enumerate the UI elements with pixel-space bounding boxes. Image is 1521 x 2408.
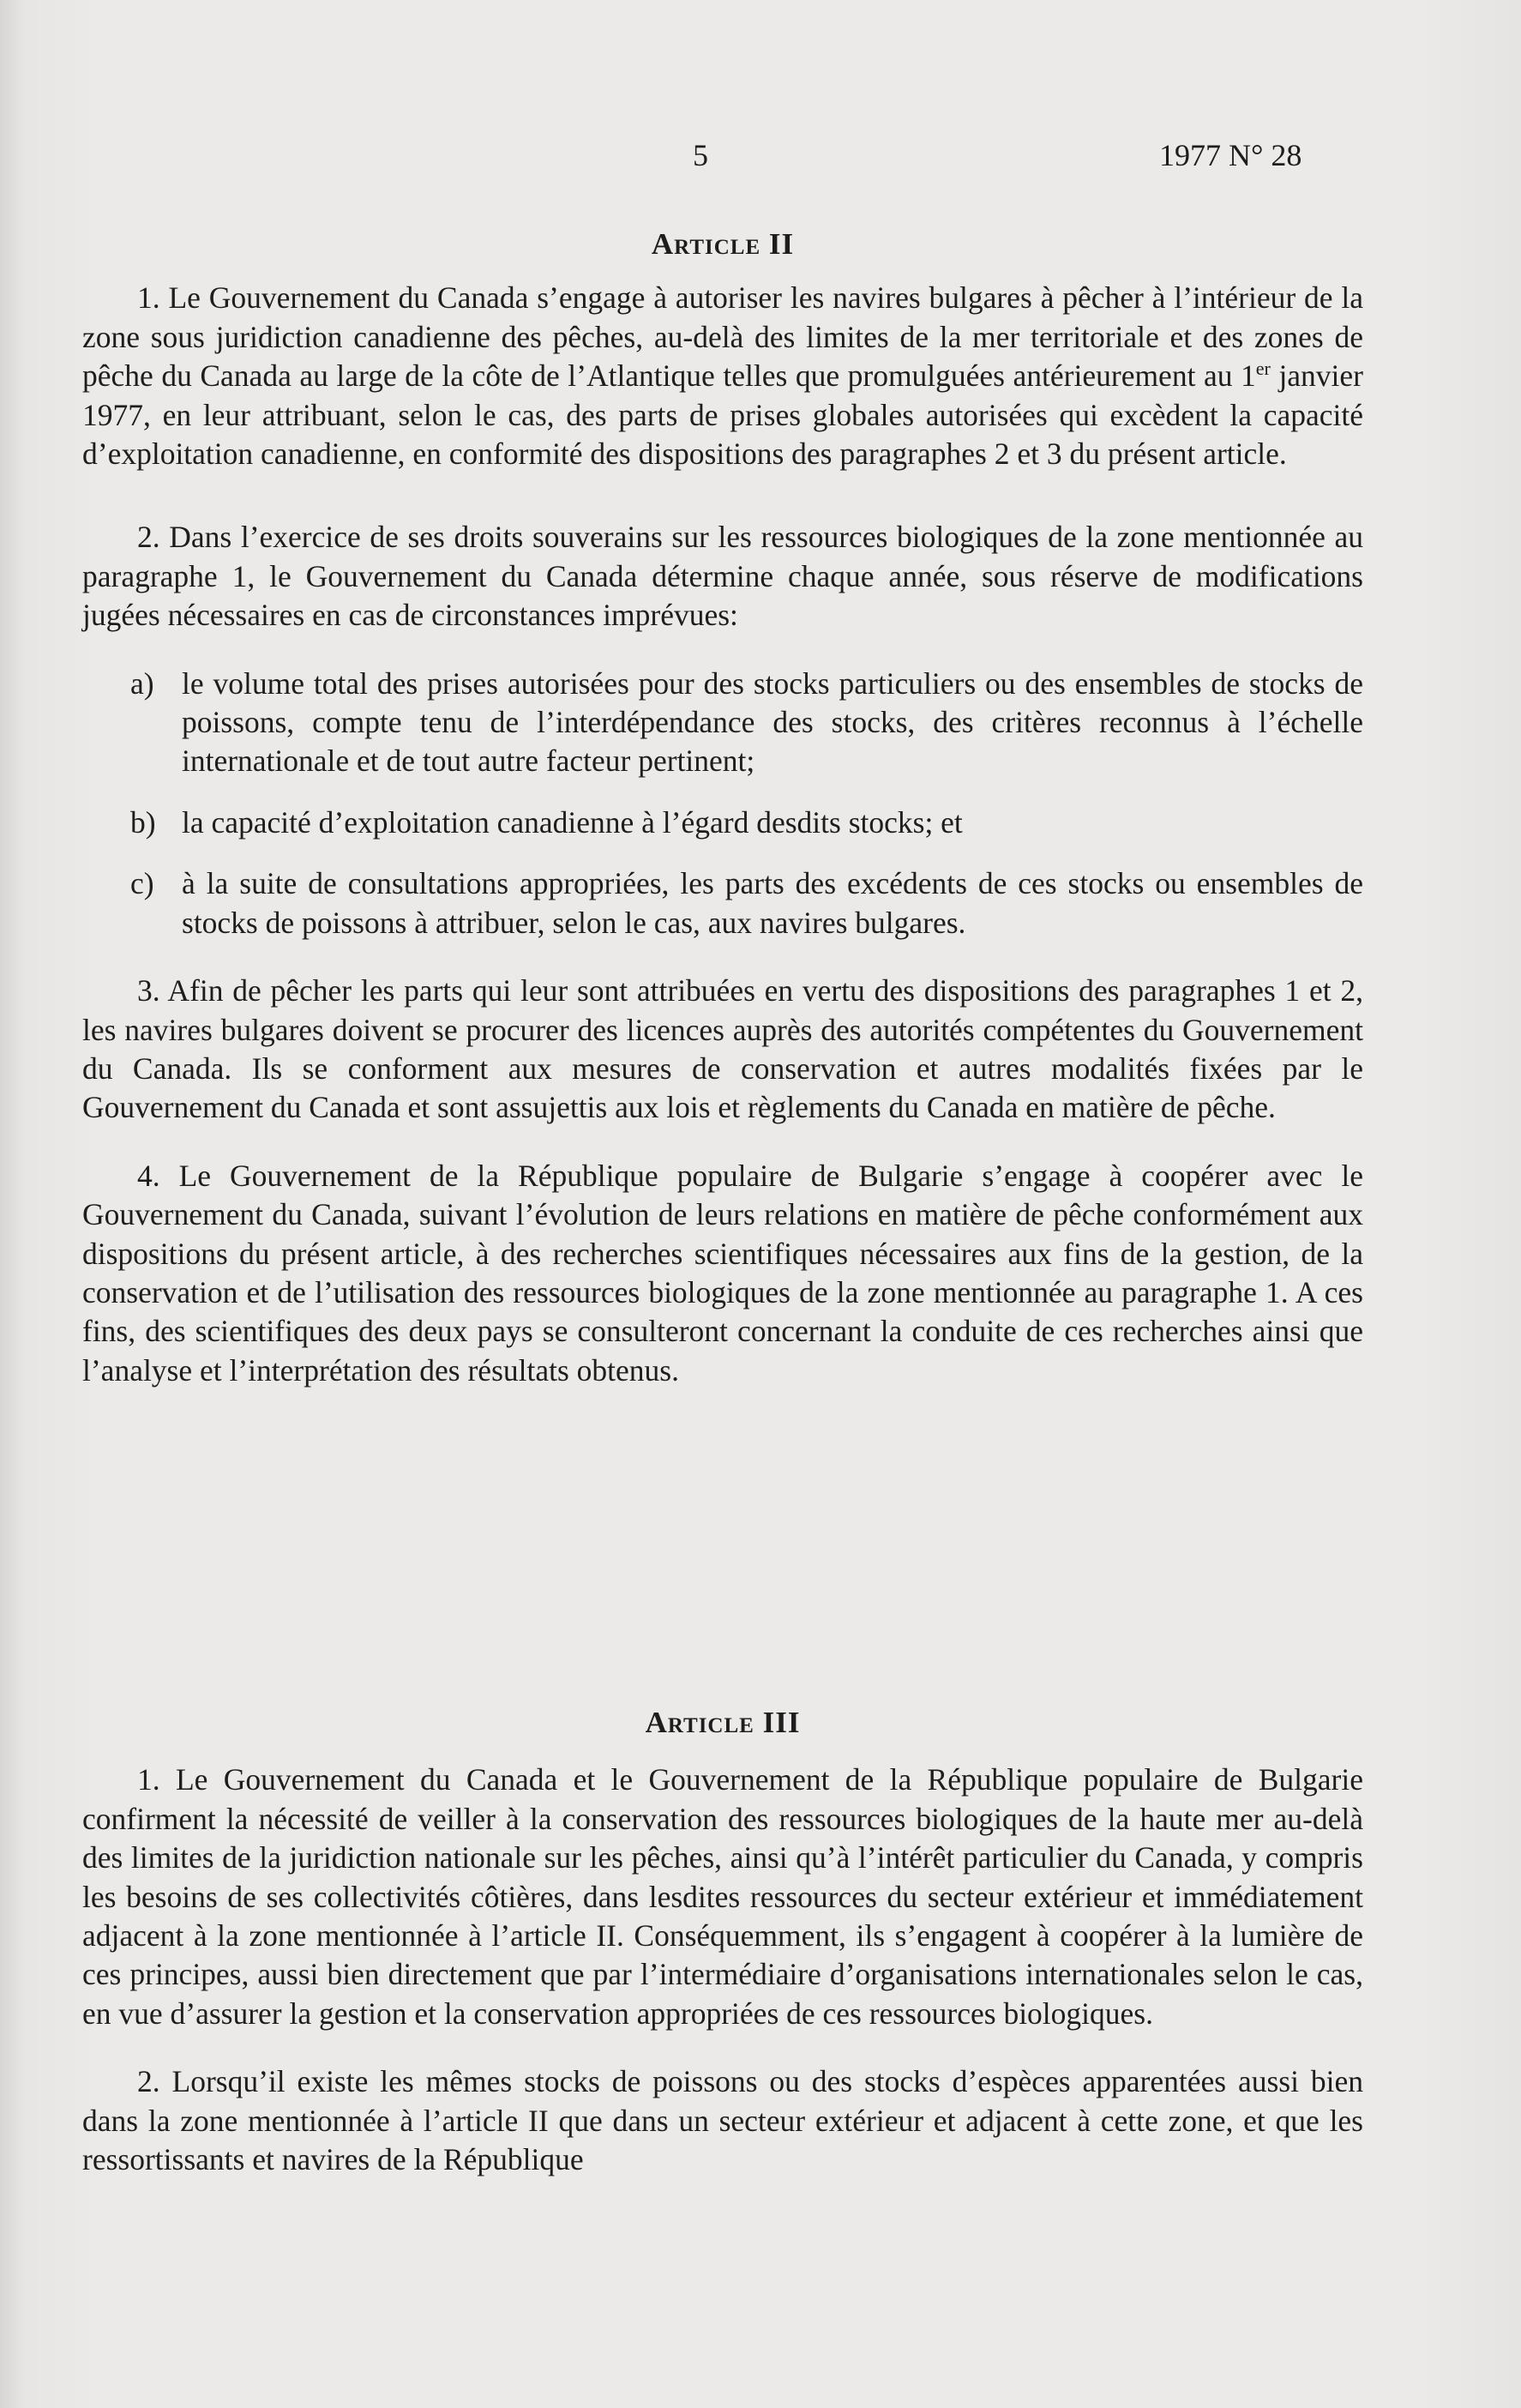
volume-reference: 1977 N° 28 xyxy=(1159,138,1302,172)
list-item-b xyxy=(82,804,1363,842)
article-2-paragraph-4: 4. Le Gouvernement de la République populaire de Bulgarie s’engage à coopérer avec le Gouvernement du Canada, suivant l’évolution de leurs relations en matière de pêche conformément aux dispositions du présent article, à des recherches scientifiques nécessaires aux fins de la gestion, de la conservation et de l’utilisation des ressources biologiques de la zone mentionnée au paragraphe 1. A ces fins, des scientifiques des deux pays se consulteront concernant la conduite de ces recherches ainsi que l’analyse et l’interprétation des résultats obtenus. xyxy=(82,1158,1363,1388)
article-2-heading: Article II xyxy=(651,227,795,261)
list-marker: c) xyxy=(130,866,154,901)
article-2-paragraph-3: 3. Afin de pêcher les parts qui leur sont attribuées en vertu des dispositions des paragraphes 1 et 2, les navires bulgares doivent se procurer des licences auprès des autorités compétentes du Gouvernement du Canada. Ils se conforment aux mesures de conservation et autres modalités fixées par le Gouvernement du Canada et sont assujettis aux lois et règlements du Canada en matière de pêche. xyxy=(82,973,1363,1125)
article-3-paragraph-1: 1. Le Gouvernement du Canada et le Gouvernement de la République populaire de Bulgarie confirment la nécessité de veiller à la conservation des ressources biologiques de la haute mer au-delà des limites de la juridiction nationale sur les pêches, ainsi qu’à l’intérêt particulier du Canada, y compris les besoins de ses collectivités côtières, dans lesdites ressources du secteur extérieur et immédiatement adjacent à la zone mentionnée à l’article II. Conséquemment, ils s’engagent à coopérer à la lumière de ces principes, aussi bien directement que par l’intermédiaire d’organisations internationales selon le cas, en vue d’assurer la gestion et la conservation appropriées de ces ressources biologiques. xyxy=(82,1762,1363,2031)
article-3-paragraph-2: 2. Lorsqu’il existe les mêmes stocks de poissons ou des stocks d’espèces apparentées aussi bien dans la zone mentionnée à l’article II que dans un secteur extérieur et adjacent à cette zone, et que les ressortissants et navires de la République xyxy=(82,2064,1363,2177)
article-2-paragraph-1: 1. Le Gouvernement du Canada s’engage à autoriser les navires bulgares à pêcher à l’intérieur de la zone sous juridiction canadienne des pêches, au-delà des limites de la mer territoriale et des zones de pêche du Canada au large de la côte de l’Atlantique telles que promulguées antérieurement au 1er janvier 1977, en leur attribuant, selon le cas, des parts de prises globales autorisées qui excèdent la capacité d’exploitation canadienne, en conformité des dispositions des paragraphes 2 et 3 du présent article. xyxy=(82,280,1364,472)
list-item-c xyxy=(82,864,1363,942)
page-number: 5 xyxy=(693,138,708,172)
list-item-text: le volume total des prises autorisées pour des stocks particuliers ou des ensembles de stocks de poissons, compte tenu de l’interdépendance des stocks, des critères reconnus à l’échelle internationale et de tout autre facteur pertinent; xyxy=(182,665,1363,779)
list-marker: b) xyxy=(130,804,156,840)
page-header xyxy=(0,137,1521,180)
article-3-heading: Article III xyxy=(645,1706,801,1739)
article-2-paragraph-2: 2. Dans l’exercice de ses droits souverains sur les ressources biologiques de la zone mentionnée au paragraphe 1, le Gouvernement du Canada détermine chaque année, sous réserve de modifications jugées nécessaires en cas de circonstances imprévues: xyxy=(82,520,1363,633)
list-item-a xyxy=(82,665,1363,781)
list-marker: a) xyxy=(130,665,154,701)
list-item-text: à la suite de consultations appropriées, les parts des excédents de ces stocks ou ensembles de stocks de poissons à attribuer, selon le cas, aux navires bulgares. xyxy=(182,866,1363,940)
list-item-text: la capacité d’exploitation canadienne à l’égard desdits stocks; et xyxy=(182,804,963,840)
article-2-section xyxy=(82,225,1363,1390)
article-3-section xyxy=(82,1703,1363,2179)
